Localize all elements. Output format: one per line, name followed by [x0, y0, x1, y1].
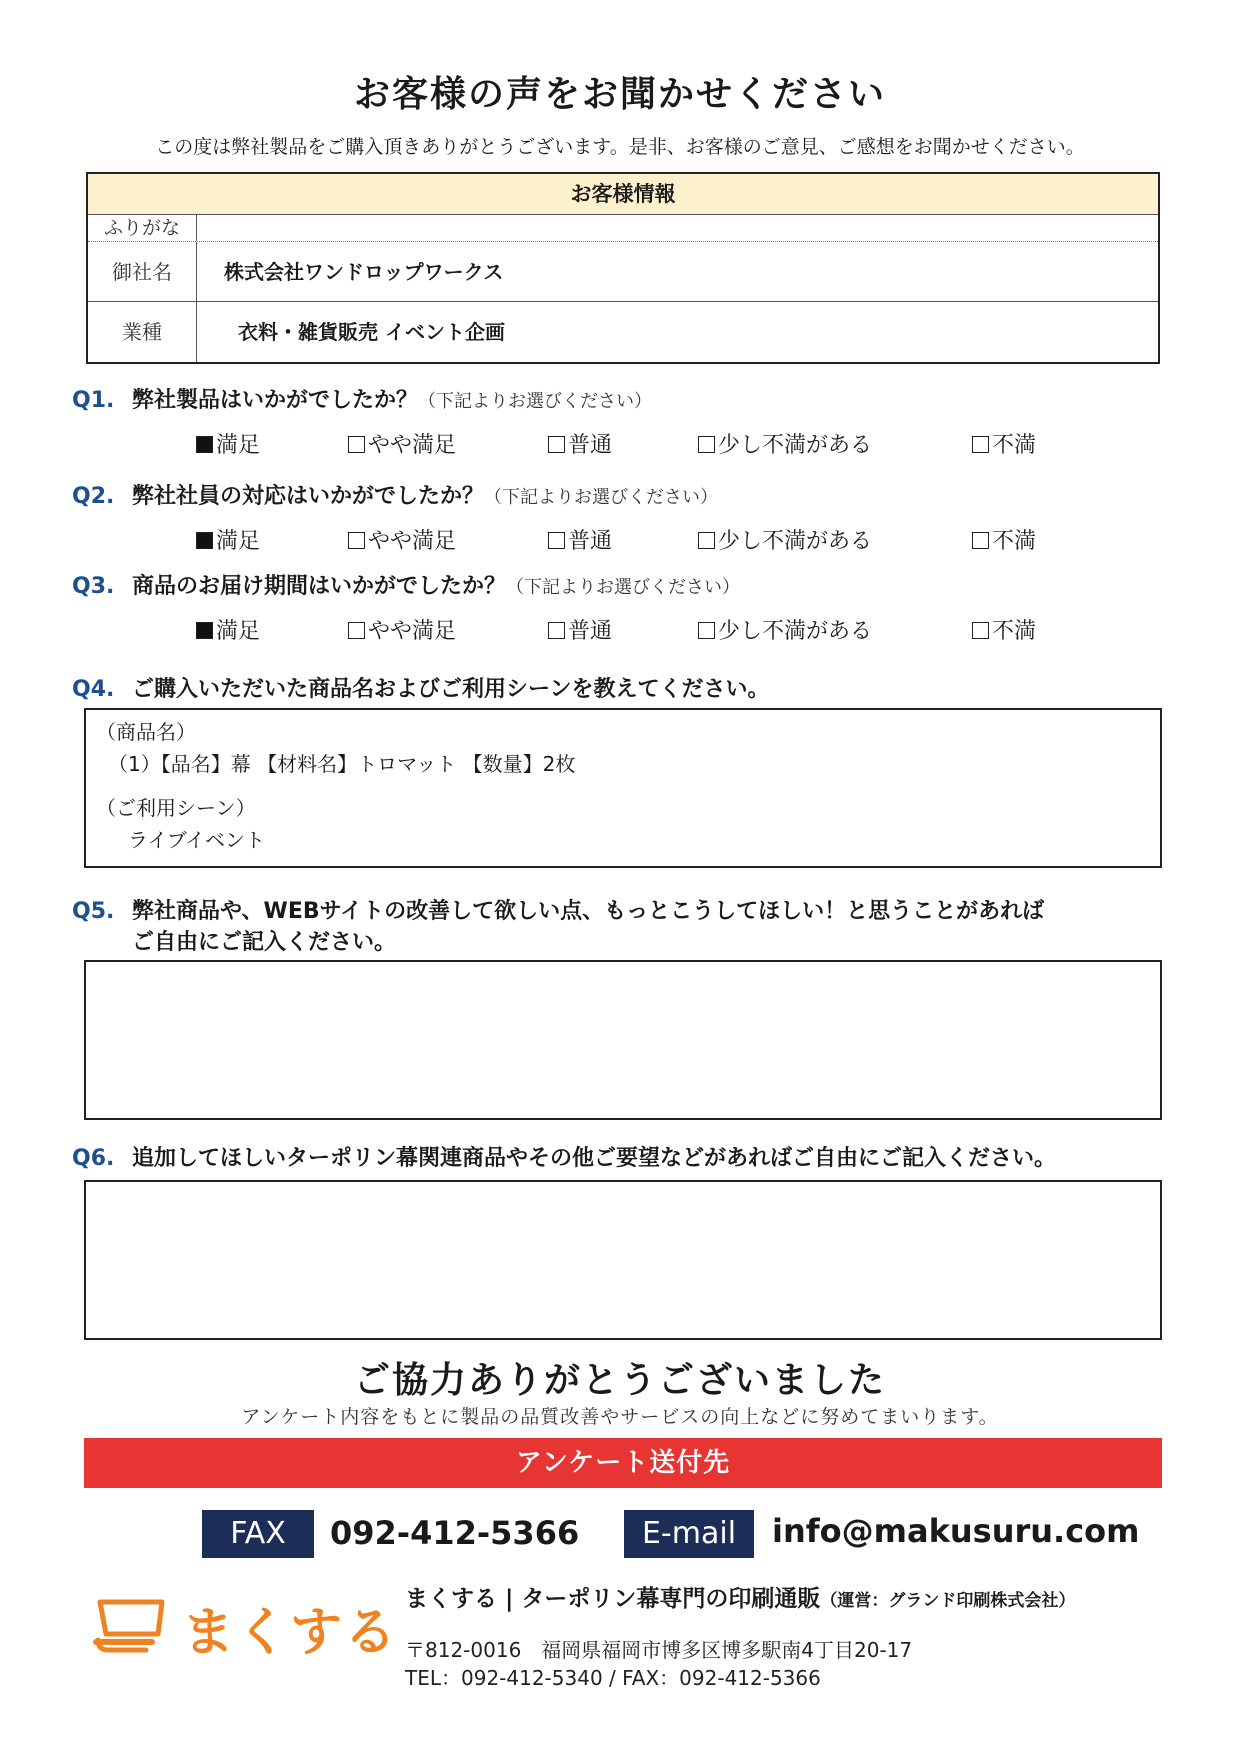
q2-option-1[interactable]: 満足 [196, 524, 260, 555]
question-note: （下記よりお選びください） [506, 577, 741, 598]
checkbox-icon [548, 622, 565, 639]
q3-option-1[interactable]: 満足 [196, 614, 260, 645]
email-tag: E-mail [624, 1510, 754, 1558]
question-1 [72, 383, 652, 414]
company-label: 御社名 [88, 242, 197, 301]
q3-option-4[interactable]: 少し不満がある [698, 614, 872, 645]
checkbox-icon [972, 622, 989, 639]
q2-option-4[interactable]: 少し不満がある [698, 524, 872, 555]
question-text: 弊社社員の対応はいかがでしたか？ [132, 484, 485, 509]
question-text: 商品のお届け期間はいかがでしたか？ [132, 574, 507, 599]
question-note: （下記よりお選びください） [484, 487, 719, 508]
question-number: Q6. [72, 1146, 115, 1171]
industry-row [88, 302, 1158, 362]
fax-number[interactable]: 092-412-5366 [330, 1514, 580, 1552]
q1-option-2[interactable]: やや満足 [348, 428, 456, 459]
send-to-banner: アンケート送付先 [84, 1438, 1162, 1488]
checkbox-icon [348, 622, 365, 639]
checkbox-icon [548, 436, 565, 453]
q5-answer-box[interactable] [84, 960, 1162, 1120]
question-4 [72, 672, 770, 703]
question-2 [72, 479, 718, 510]
question-6 [72, 1141, 1056, 1172]
intro-text: この度は弊社製品をご購入頂きありがとうございます。是非、お客様のご意見、ご感想をお聞かせください。 [155, 136, 1085, 158]
checkbox-icon [348, 436, 365, 453]
checkbox-checked-icon [196, 532, 213, 549]
question-text-line2: ご自由にご記入ください。 [132, 930, 397, 955]
industry-label: 業種 [88, 302, 197, 362]
checkbox-icon [548, 532, 565, 549]
q1-option-1[interactable]: 満足 [196, 428, 260, 459]
product-label: （商品名） [96, 720, 196, 744]
q1-option-3[interactable]: 普通 [548, 428, 612, 459]
question-number: Q1. [72, 388, 115, 413]
q2-option-3[interactable]: 普通 [548, 524, 612, 555]
thanks-subtext: アンケート内容をもとに製品の品質改善やサービスの向上などに努めてまいります。 [241, 1406, 999, 1428]
question-text: ご購入いただいた商品名およびご利用シーンを教えてください。 [132, 677, 770, 702]
q3-option-3[interactable]: 普通 [548, 614, 612, 645]
q1-option-5[interactable]: 不満 [972, 428, 1036, 459]
furigana-row [88, 214, 1158, 242]
logo-icon [92, 1596, 172, 1656]
logo-text: まくする [182, 1603, 399, 1663]
question-note: （下記よりお選びください） [418, 391, 653, 412]
page-title: お客様の声をお聞かせください [353, 74, 886, 115]
question-5 [72, 894, 1044, 956]
address: 〒812-0016 福岡県福岡市博多区博多駅南4丁目20-17 [405, 1638, 913, 1662]
checkbox-icon [972, 436, 989, 453]
company-field[interactable]: 株式会社ワンドロップワークス [224, 260, 504, 284]
furigana-label: ふりがな [88, 214, 197, 241]
question-number: Q4. [72, 677, 115, 702]
company-operator: （運営：グランド印刷株式会社） [820, 1591, 1076, 1611]
q6-answer-box[interactable] [84, 1180, 1162, 1340]
question-text: 追加してほしいターポリン幕関連商品やその他ご要望などがあればご自由にご記入ください。 [132, 1146, 1057, 1171]
q1-option-4[interactable]: 少し不満がある [698, 428, 872, 459]
customer-info-table [86, 172, 1160, 364]
furigana-field[interactable] [196, 214, 1158, 241]
question-text: 弊社製品はいかがでしたか？ [132, 388, 419, 413]
q4-answer-box[interactable] [84, 708, 1162, 868]
checkbox-checked-icon [196, 436, 213, 453]
industry-field[interactable]: 衣料・雑貨販売 イベント企画 [238, 320, 505, 344]
scene-value: ライブイベント [128, 828, 265, 852]
fax-tag: FAX [202, 1510, 314, 1558]
checkbox-icon [698, 622, 715, 639]
checkbox-icon [698, 436, 715, 453]
question-text: 弊社商品や、WEBサイトの改善して欲しい点、もっとこうしてほしい！と思うことがあれば [132, 899, 1045, 924]
thanks-heading: ご協力ありがとうございました [353, 1360, 886, 1401]
checkbox-icon [972, 532, 989, 549]
question-3 [72, 569, 740, 600]
question-number: Q5. [72, 899, 115, 924]
company-line [405, 1580, 1075, 1613]
q3-option-2[interactable]: やや満足 [348, 614, 456, 645]
q2-option-5[interactable]: 不満 [972, 524, 1036, 555]
product-line: （1）【品名】幕 【材料名】トロマット 【数量】2枚 [108, 752, 576, 776]
company-name: まくする | ターポリン幕専門の印刷通販 [405, 1586, 821, 1612]
q3-option-5[interactable]: 不満 [972, 614, 1036, 645]
question-number: Q3. [72, 574, 115, 599]
q2-option-2[interactable]: やや満足 [348, 524, 456, 555]
checkbox-icon [698, 532, 715, 549]
checkbox-checked-icon [196, 622, 213, 639]
scene-label: （ご利用シーン） [96, 796, 256, 820]
question-number: Q2. [72, 484, 115, 509]
email-address[interactable]: info@makusuru.com [772, 1512, 1140, 1550]
customer-info-header: お客様情報 [88, 174, 1158, 215]
checkbox-icon [348, 532, 365, 549]
company-row [88, 242, 1158, 302]
tel-fax: TEL：092-412-5340 / FAX：092-412-5366 [405, 1666, 821, 1690]
